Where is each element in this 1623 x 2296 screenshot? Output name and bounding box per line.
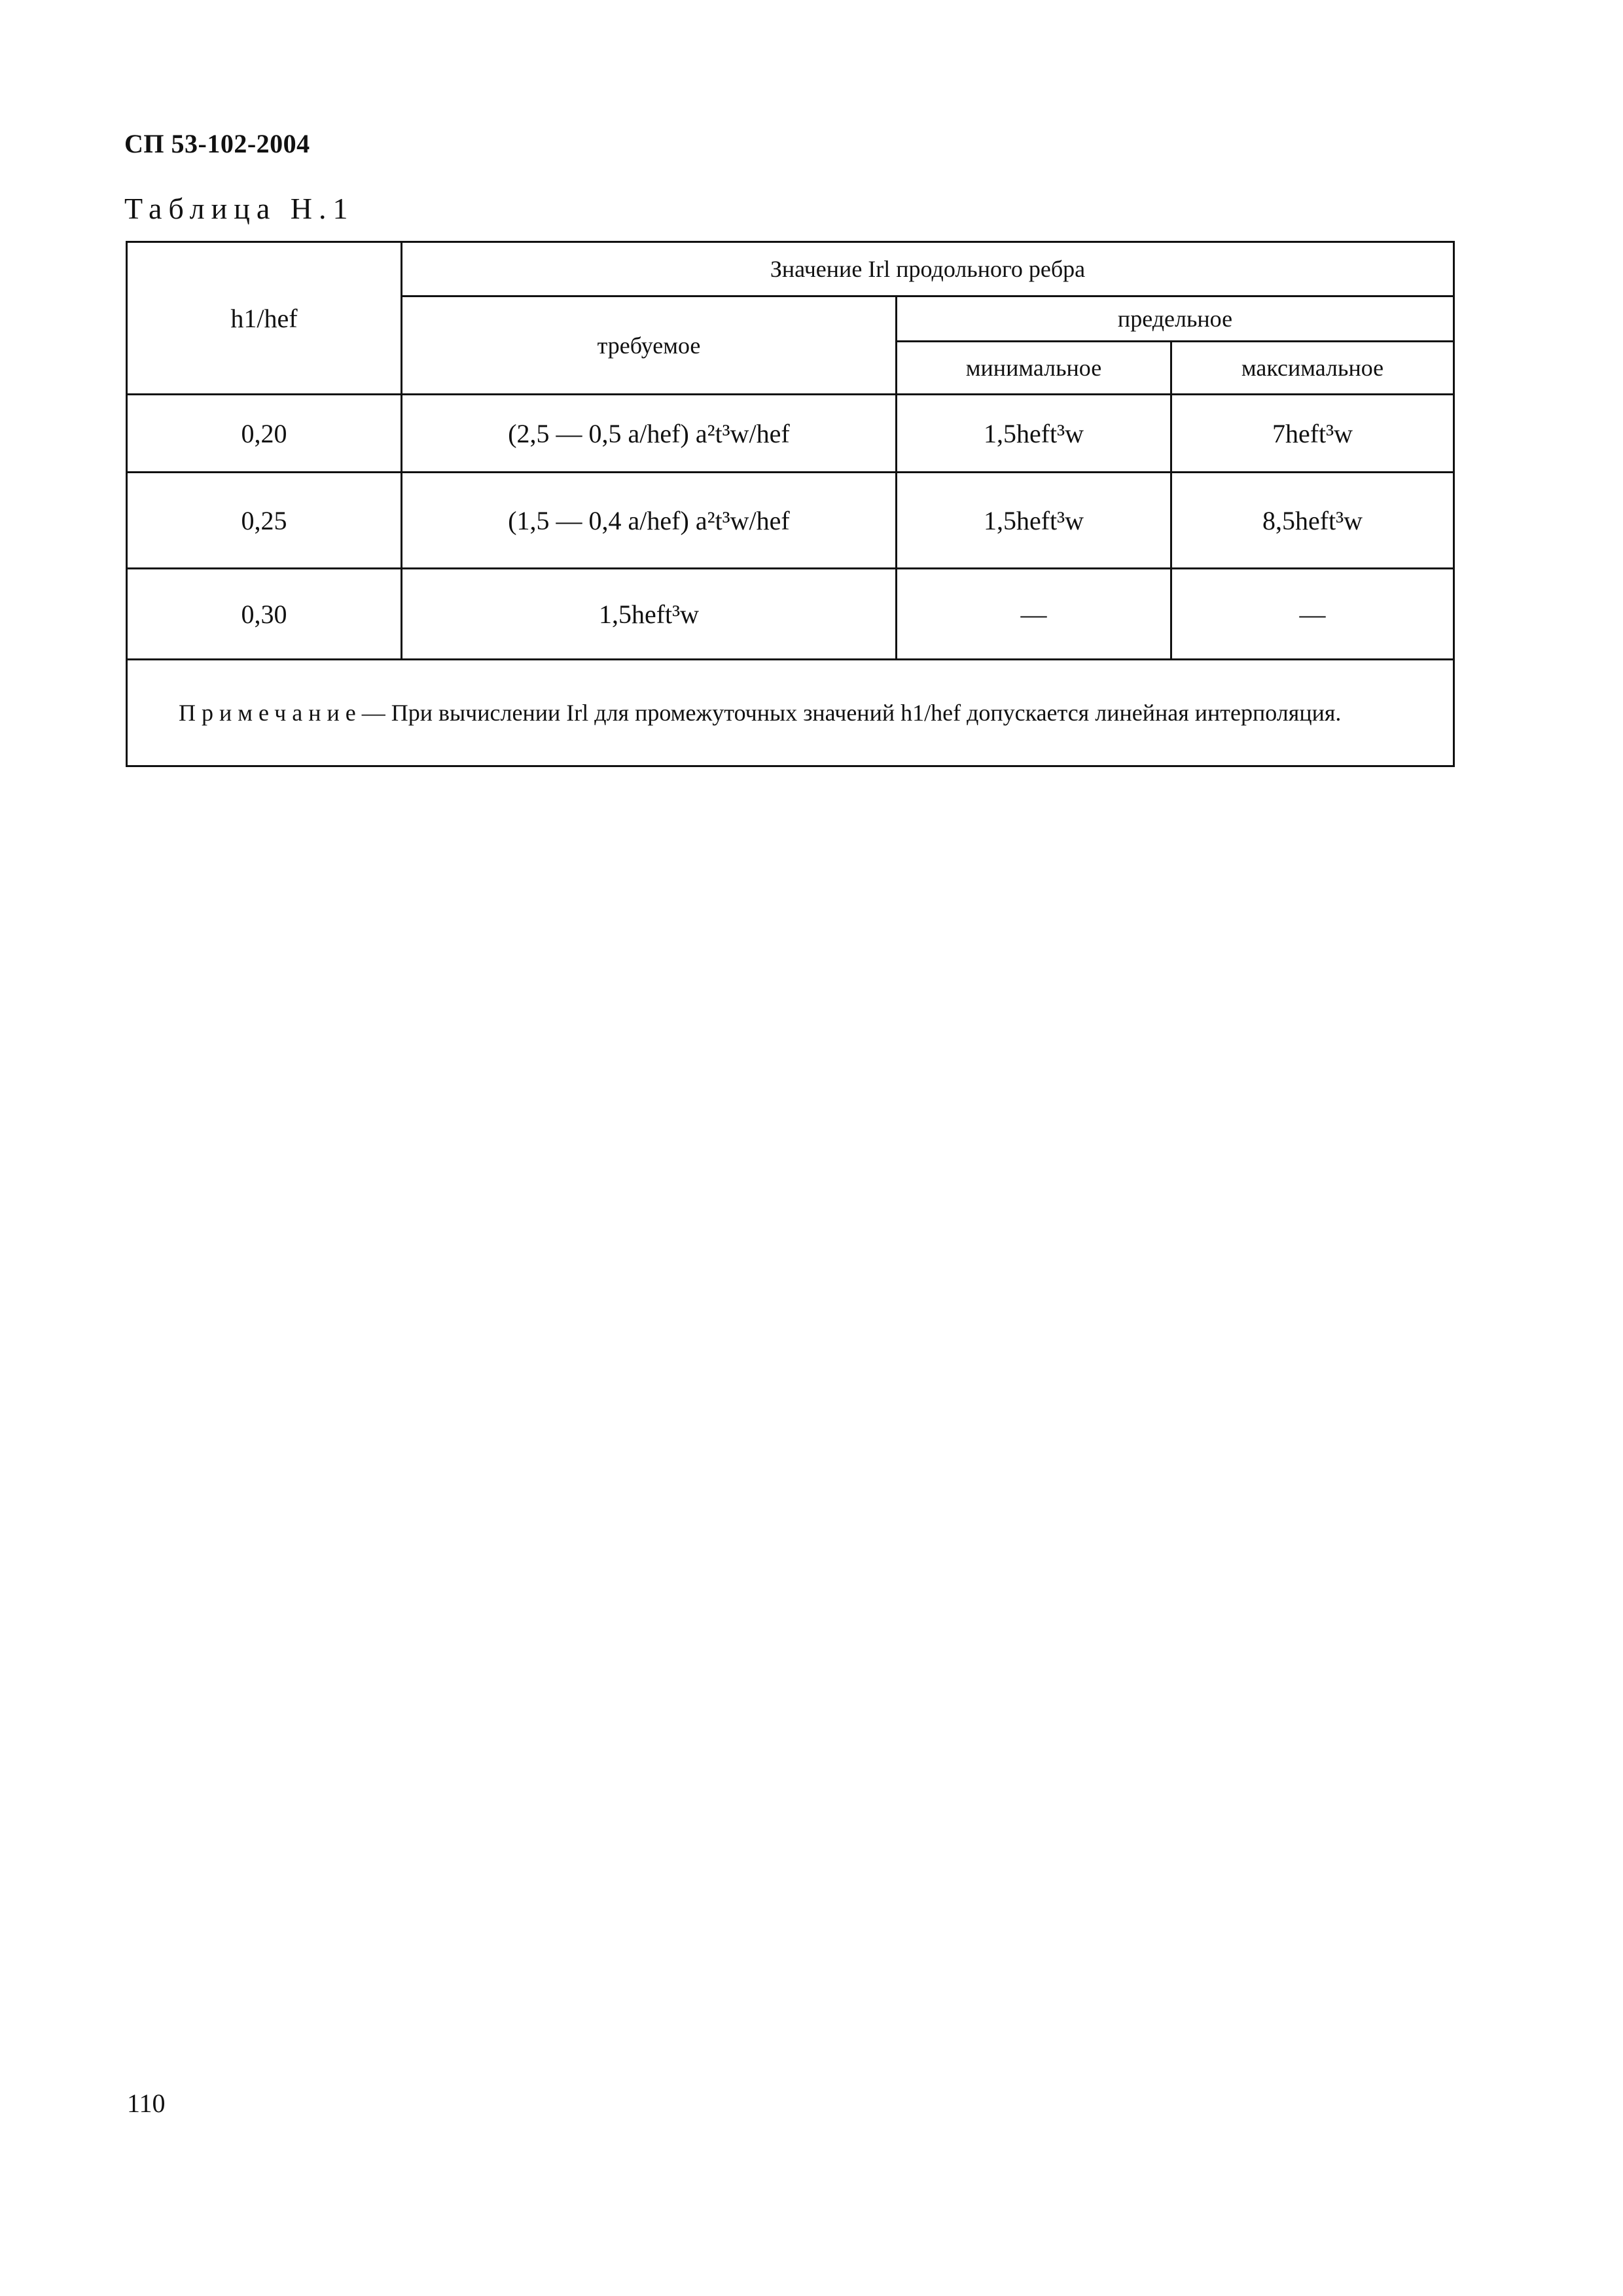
note-label: Примечание: [179, 700, 362, 726]
value-group-header: [402, 242, 1454, 296]
note-cell: [127, 660, 1454, 766]
note-text: — При вычислении Irl для промежуточных значений h1/hef допускается линейная интерполяция.: [361, 700, 1342, 726]
ratio-column-header: [127, 242, 402, 395]
ratio-column-header-text: h1/hef: [230, 303, 298, 333]
min-header: [897, 342, 1171, 395]
max-cell: —: [1171, 569, 1454, 660]
note-row: [127, 660, 1454, 766]
required-header: [402, 296, 897, 395]
page-number: 110: [127, 2089, 166, 2118]
ratio-cell: 0,20: [127, 395, 402, 473]
table-row: [127, 395, 1454, 473]
limit-header: [897, 296, 1454, 342]
table-row: [127, 569, 1454, 660]
min-header-text: минимальное: [965, 355, 1102, 381]
min-cell: —: [897, 569, 1171, 660]
value-group-header-text: Значение Irl продольного ребра: [770, 256, 1086, 282]
max-header: [1171, 342, 1454, 395]
table-n1: [126, 241, 1453, 767]
min-cell: 1,5heft³w: [897, 395, 1171, 473]
document-code: СП 53-102-2004: [124, 129, 310, 158]
required-cell: (1,5 — 0,4 a/hef) a²t³w/hef: [402, 473, 897, 569]
ratio-cell: 0,30: [127, 569, 402, 660]
min-cell: 1,5heft³w: [897, 473, 1171, 569]
max-header-text: максимальное: [1241, 355, 1384, 381]
header-row-1: [127, 242, 1454, 296]
required-cell: (2,5 — 0,5 a/hef) a²t³w/hef: [402, 395, 897, 473]
table-row: [127, 473, 1454, 569]
required-cell: 1,5heft³w: [402, 569, 897, 660]
rib-inertia-table: [126, 241, 1455, 767]
required-header-text: требуемое: [597, 332, 701, 359]
max-cell: 8,5heft³w: [1171, 473, 1454, 569]
limit-header-text: предельное: [1117, 306, 1233, 332]
ratio-cell: 0,25: [127, 473, 402, 569]
max-cell: 7heft³w: [1171, 395, 1454, 473]
table-caption: Таблица Н.1: [124, 192, 355, 225]
